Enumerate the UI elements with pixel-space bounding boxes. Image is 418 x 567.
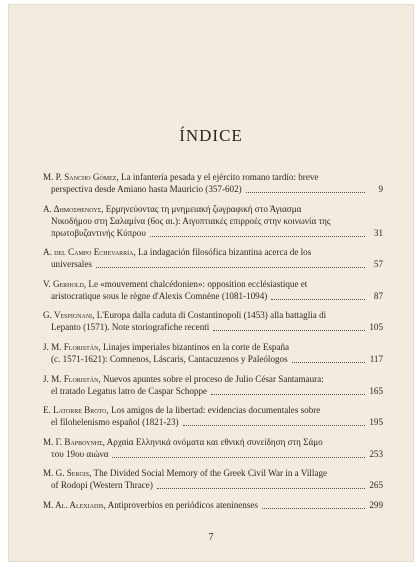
toc-entry-last-line xyxy=(43,416,383,428)
toc-entry xyxy=(43,436,383,460)
toc-entry-first-line xyxy=(43,246,383,258)
toc-entry-page: 165 xyxy=(369,385,383,396)
toc-entry-author: E. Latorre Broto xyxy=(43,405,107,416)
toc-entry-first-line xyxy=(43,203,383,215)
toc-entry-title-start: , La infantería pesada y el ejército romano tardío: breve xyxy=(116,172,319,182)
toc-entry-page: 253 xyxy=(369,448,383,459)
toc-entry xyxy=(43,309,383,333)
toc-entry-title-end: aristocratique sous le règne d'Alexis Comnène (1081-1094) xyxy=(51,290,268,301)
toc-entry-title-end: el filohelenismo español (1821-23) xyxy=(51,417,179,428)
toc-entry-author: Α. Δημοσθενους xyxy=(43,203,102,214)
toc-entry-first-line xyxy=(43,436,383,448)
toc-entry-first-line xyxy=(43,309,383,321)
toc-entry xyxy=(43,467,383,491)
toc-entry-title-start: , Nuevos apuntes sobre el proceso de Julio César Santamaura: xyxy=(98,373,324,384)
toc-entry-first-line xyxy=(43,278,383,290)
toc-entry-title-end: του 19ου αιώνα xyxy=(51,448,109,459)
dot-leader xyxy=(246,191,365,193)
toc-entry-text-end xyxy=(51,227,146,239)
toc-entry-text-end xyxy=(51,258,92,270)
toc-entry-title-end: , Antiproverbios en periódicos ateninenses xyxy=(103,499,258,510)
toc-entry xyxy=(43,373,383,397)
toc-entry-author: Μ. Γ. Βαρβουνης xyxy=(43,436,103,447)
toc-entry xyxy=(43,203,383,239)
toc-entry-author: J. M. Floristán xyxy=(43,341,99,352)
toc-entry-author: M. P. Sancho Gómez xyxy=(43,172,117,182)
toc-entry-first-line xyxy=(43,341,383,353)
toc-entry-title-end: πρωτοβυζαντινής Κύπρου xyxy=(51,227,146,238)
toc-entry-last-line xyxy=(43,353,383,365)
toc-entry-last-line xyxy=(43,227,383,239)
toc-entry xyxy=(43,171,383,195)
toc-entry-author: M. Al. Alexiadis xyxy=(43,499,104,510)
toc-entry-first-line xyxy=(43,171,383,183)
dot-leader xyxy=(211,393,365,395)
toc-entry-last-line xyxy=(43,290,383,302)
toc-entry-title-start: , La indagación filosófica bizantina acerca de los xyxy=(133,247,312,258)
toc-entry-title-end: (c. 1571-1621): Comnenos, Láscaris, Cantacuzenos y Paleólogos xyxy=(51,353,288,364)
dot-leader xyxy=(150,235,365,237)
toc-entry-title-end: Lepanto (1571). Note storiografiche recenti xyxy=(51,322,210,333)
toc-entry-author: G. Vespignani xyxy=(43,310,93,321)
toc-entry-text-end xyxy=(51,321,209,333)
toc-entry-last-line xyxy=(43,385,383,397)
toc-entry-page: 299 xyxy=(369,499,383,510)
toc-entry-last-line xyxy=(43,258,383,270)
toc-entry xyxy=(43,341,383,365)
toc-entry-author: V. Gerhold xyxy=(43,278,84,289)
toc-entry xyxy=(43,278,383,302)
page-number: 7 xyxy=(208,532,214,543)
toc-entry-last-line xyxy=(43,183,383,195)
toc-entry-title-start: , Linajes imperiales bizantinos en la corte de España xyxy=(98,341,290,352)
toc-entry-title-end: of Rodopi (Western Thrace) xyxy=(51,480,153,491)
toc-entry-page: 31 xyxy=(373,227,383,238)
toc-entry-author: J. M. Floristán xyxy=(43,373,99,384)
toc-list xyxy=(43,171,383,519)
toc-entry xyxy=(43,499,383,511)
book-page xyxy=(8,4,414,562)
toc-entry-title-start: , The Divided Social Memory of the Greek Civil War in a Village xyxy=(89,468,328,479)
toc-entry-title-start: , L'Europa dalla caduta di Costantinopoli (1453) alla battaglia di xyxy=(92,310,327,321)
toc-entry xyxy=(43,246,383,270)
toc-entry-middle-line: Νικοδήμου στη Σαλαμίνα (6ος αι.): Αιγυπτιακές επιρροές στην κοινωνία της xyxy=(51,215,331,226)
toc-entry-text-end xyxy=(51,448,108,460)
toc-entry-title-start: , Le «mouvement chalcédonien»: opposition ecclésiastique et xyxy=(83,278,308,289)
toc-entry xyxy=(43,404,383,428)
toc-entry-author: M. G. Sergis xyxy=(43,468,90,479)
toc-entry-last-line xyxy=(43,448,383,460)
toc-entry-text-end xyxy=(51,479,153,491)
dot-leader xyxy=(112,456,365,458)
toc-entry-first-line xyxy=(43,467,383,479)
toc-entry-page: 195 xyxy=(369,417,383,428)
dot-leader xyxy=(271,298,365,300)
toc-entry-first-line xyxy=(43,373,383,385)
toc-entry-page: 57 xyxy=(373,259,383,270)
toc-title: ÍNDICE xyxy=(179,126,243,145)
toc-entry-page: 87 xyxy=(373,290,383,301)
toc-entry-last-line xyxy=(43,321,383,333)
toc-entry-last-line xyxy=(43,479,383,491)
toc-entry-page: 9 xyxy=(378,184,383,194)
toc-entry-first-line xyxy=(43,404,383,416)
toc-entry-title-start: , Αρχαία Ελληνικά ονόματα και εθνική συνείδηση στη Σάμο xyxy=(102,436,323,447)
toc-entry-text-end xyxy=(43,499,258,511)
dot-leader xyxy=(292,361,365,363)
toc-entry-text-end xyxy=(51,416,179,428)
dot-leader xyxy=(96,266,365,268)
toc-entry-title-start: , Los amigos de la libertad: evidencias documentales sobre xyxy=(106,405,321,416)
toc-entry-title-end: perspectiva desde Amiano hasta Mauricio (357-602) xyxy=(51,184,242,194)
dot-leader xyxy=(213,329,365,331)
toc-entry-title-start: , Ερμηνεύοντας τη μνημειακή ζωγραφική στο Άγιασμα xyxy=(101,203,302,214)
dot-leader xyxy=(157,487,365,489)
toc-entry-page: 265 xyxy=(369,480,383,491)
toc-entry-text-end xyxy=(51,183,242,195)
toc-entry-author: A. del Campo Echevarría xyxy=(43,247,134,258)
toc-entry-text-end xyxy=(51,290,267,302)
dot-leader xyxy=(262,507,365,509)
toc-entry-title-end: universales xyxy=(51,259,92,270)
dot-leader xyxy=(183,424,365,426)
toc-entry-title-end: el tratado Legatus latro de Caspar Schoppe xyxy=(51,385,208,396)
toc-entry-text-end xyxy=(51,385,207,397)
toc-entry-page: 117 xyxy=(369,353,383,364)
toc-entry-last-line xyxy=(43,499,383,511)
toc-entry-text-end xyxy=(51,353,288,365)
toc-entry-page: 105 xyxy=(369,322,383,333)
